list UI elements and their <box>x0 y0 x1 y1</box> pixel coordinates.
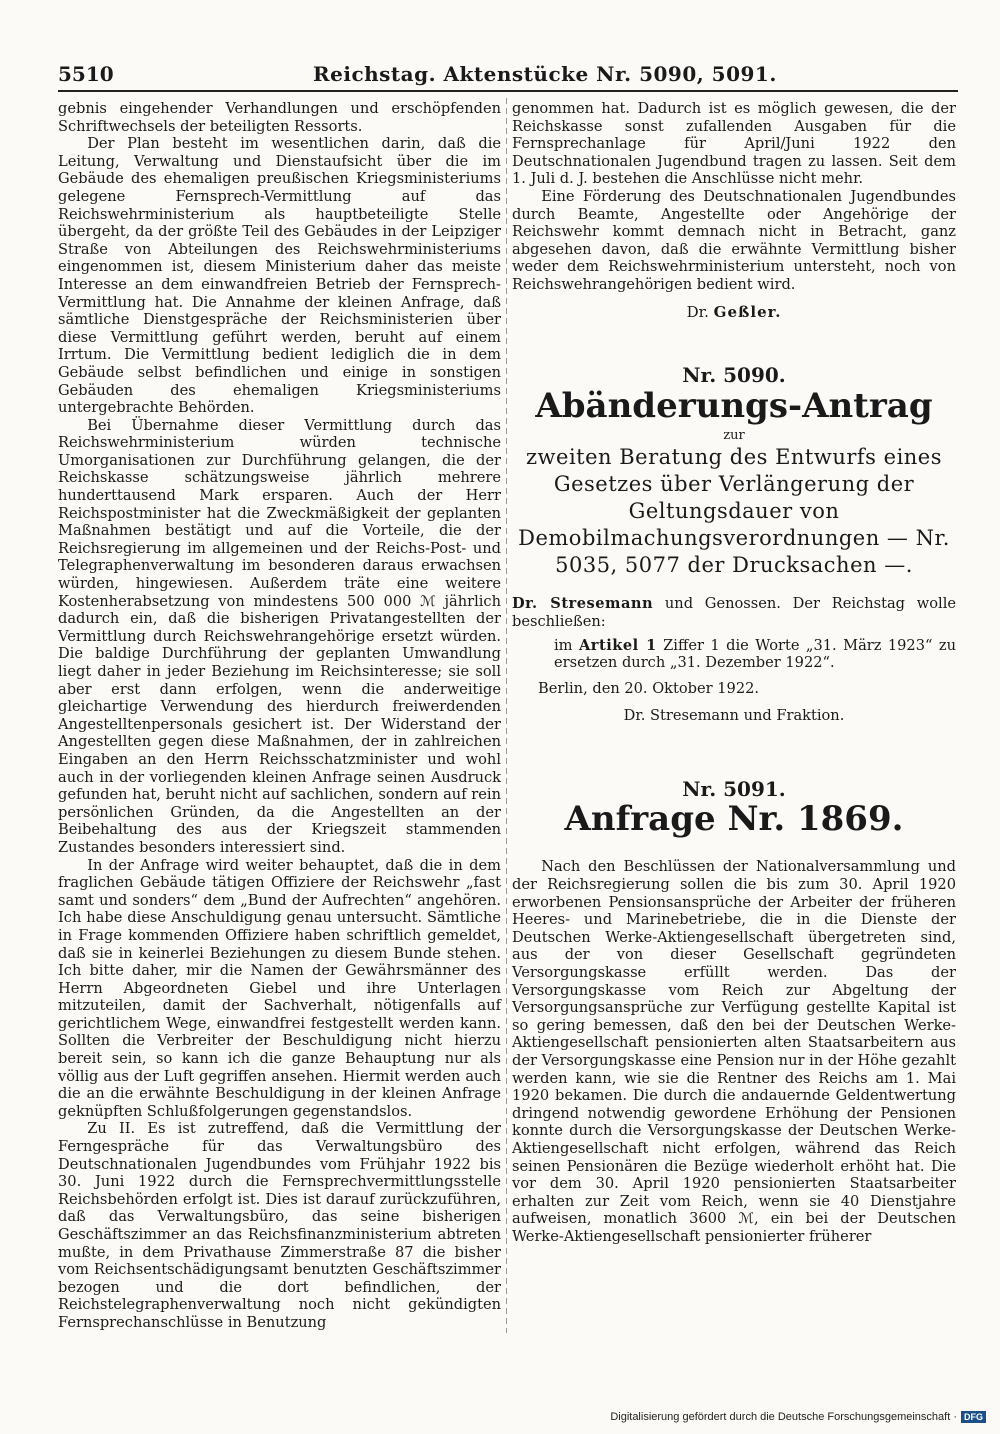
motion-article: Artikel 1 <box>578 636 657 654</box>
motion-text: Ziffer 1 die Worte „31. März 1923“ zu ersetzen durch „31. Dezember 1922“. <box>554 636 956 672</box>
page-header <box>58 62 958 88</box>
right-column <box>512 100 956 1246</box>
signature-prefix: Dr. <box>686 302 709 321</box>
document-title: Abänderungs-Antrag <box>535 385 933 426</box>
place-date: Berlin, den 20. Oktober 1922. <box>538 679 760 697</box>
paragraph: genommen hat. Dadurch ist es möglich gewesen, die der Reichskasse sonst zufallenden Ausgaben für die Fernsprechanlage für April/Juni 1922 den Deutschnationalen Jugendbund tragen zu lassen. Seit dem 1. Juli d. J. bestehen die Anschlüsse nicht mehr. <box>512 100 956 188</box>
document-subtitle: zweiten Beratung des Entwurfs eines Gesetzes über Verlängerung der Geltungsdauer von Demobilmachungsverordnungen — Nr. 5035, 5077 der Drucksachen —. <box>518 445 950 578</box>
motion-signature: Dr. Stresemann und Fraktion. <box>623 707 845 725</box>
motion-prefix: im <box>554 636 573 654</box>
document-number: Nr. 5090. <box>682 363 786 388</box>
motion-intro <box>512 595 956 630</box>
running-title: Reichstag. Aktenstücke Nr. 5090, 5091. <box>313 62 777 86</box>
paragraph: In der Anfrage wird weiter behauptet, daß die in dem fraglichen Gebäude tätigen Offiziere der Reichswehr „fast samt und sonders“ dem „Bund der Aufrechten“ angehören. Ich habe diese Anschuldigung genau untersucht. Sämtliche in Frage kommenden Offiziere haben schriftlich gemeldet, daß sie in keinerlei Beziehungen zu diesem Bunde stehen. Ich bitte daher, mir die Namen der Gewährsmänner des Herrn Abgeordneten Giebel und ihre Unterlagen mitzuteilen, damit der Sachverhalt, nötigenfalls auf gerichtlichem Wege, einwandfrei festgestellt werden kann. Sollten die Verbreiter der Beschuldigung nicht hierzu bereit sein, so kann ich die ganze Behauptung nur als völlig aus der Luft gegriffen ansehen. Hiermit werden auch die an die erwähnte Beschuldigung in der kleinen Anfrage geknüpften Schlußfolgerungen gegenstandslos. <box>58 856 501 1120</box>
document-title: Anfrage Nr. 1869. <box>564 799 904 840</box>
motion-body <box>512 637 956 672</box>
column-divider <box>506 98 507 1333</box>
footer-text: Digitalisierung gefördert durch die Deutsche Forschungsgemeinschaft · <box>610 1411 957 1423</box>
signature <box>512 304 956 322</box>
paragraph: Nach den Beschlüssen der Nationalversammlung und der Reichsregierung sollen die bis zum 30. April 1920 erworbenen Pensionsansprüche der Arbeiter der früheren Heeres- und Marinebetriebe, die in die Dienste der Deutschen Werke-Aktiengesellschaft übergetreten sind, aus der von dieser Gesellschaft gegründeten Versorgungskasse erfüllt werden. Das der Versorgungskasse vom Reich zur Abgeltung der Versorgungsansprüche zur Verfügung gestellte Kapital ist so gering bemessen, daß den bei der Deutschen Werke-Aktiengesellschaft pensionierten alten Staatsarbeitern aus der Versorgungskasse eine Pension nur in der Höhe gezahlt werden kann, wie sie die Rentner des Reichs am 1. Mai 1920 bekamen. Die durch die andauernde Geldentwertung dringend notwendig gewordene Erhöhung der Pensionen konnte durch die Versorgungskasse der Deutschen Werke-Aktiengesellschaft nicht erfolgen, während das Reich seinen Pensionären die Bezüge wiederholt erhöht hat. Die vor dem 30. April 1920 pensionierten Staatsarbeiter erhalten zur Zeit vom Reich, wenn sie 40 Dienstjahre aufweisen, monatlich 3600 ℳ, ein bei der Deutschen Werke-Aktiengesellschaft pensionierter früherer <box>512 858 956 1245</box>
paragraph: Bei Übernahme dieser Vermittlung durch das Reichswehrministerium würden technische Umorganisationen zur Durchführung gelangen, die der Reichskasse schätzungsweise jährlich mehrere hunderttausend Mark ersparen. Auch der Herr Reichspostminister hat die Zweckmäßigkeit der geplanten Maßnahmen bestätigt und auf die Vorteile, die der Reichsregierung im allgemeinen und der Reichs-Post- und Telegraphenverwaltung im besonderen daraus erwachsen würden, hingewiesen. Außerdem träte eine weitere Kostenherabsetzung von mindestens 500 000 ℳ jährlich dadurch ein, daß die bisherigen Privatangestellten der Vermittlung durch Reichswehrangehörige ersetzt würden. Die baldige Durchführung der geplanten Umwandlung liegt daher in jeder Beziehung im Reichsinteresse; sie soll aber erst dann erfolgen, wenn die anderweitige gleichartige Verwendung des hierdurch freiwerdenden Angestelltenpersonals gesichert ist. Der Widerstand der Angestellten gegen diese Maßnahmen, der in zahlreichen Eingaben an den Herrn Reichsschatzminister und wohl auch in der vorliegenden kleinen Anfrage seinen Ausdruck gefunden hat, beruht nicht auf sachlichen, sondern auf rein persönlichen Gründen, da die Angestellten an der Beibehaltung des aus der Kriegszeit stammenden Zustandes besonders interessiert sind. <box>58 416 501 856</box>
left-column <box>58 100 501 1332</box>
signature-name: Geßler. <box>713 302 782 321</box>
paragraph: Zu II. Es ist zutreffend, daß die Vermittlung der Ferngespräche für das Verwaltungsbüro des Deutschnationalen Jugendbundes vom Frühjahr 1922 bis 30. Juni 1922 durch die Fernsprechvermittlungsstelle Reichsbehörden erfolgt ist. Dies ist darauf zurückzuführen, daß das Verwaltungsbüro, das seine bisherigen Geschäftszimmer an das Reichsfinanzministerium abtreten mußte, in dem Privathause Zimmerstraße 87 die bisher vom Reichsentschädigungsamt benutzten Geschäftszimmer bezogen und die dort befindlichen, der Reichstelegraphenverwaltung noch nicht gekündigten Fernsprechanschlüsse in Benutzung <box>58 1120 501 1331</box>
paragraph: gebnis eingehender Verhandlungen und erschöpfenden Schriftwechsels der beteiligten Ressorts. <box>58 100 501 135</box>
motion-author: Dr. Stresemann <box>512 595 654 613</box>
dfg-logo-icon: DFG <box>961 1411 986 1423</box>
paragraph: Eine Förderung des Deutschnationalen Jugendbundes durch Beamte, Angestellte oder Angehörige der Reichswehr kommt demnach nicht in Betracht, ganz abgesehen davon, daß die erwähnte Vermittlung bisher weder dem Reichswehrministerium untersteht, noch von Reichswehrangehörigen bedient wird. <box>512 187 956 293</box>
header-rule <box>58 90 958 92</box>
document-number: Nr. 5091. <box>682 776 786 801</box>
motion-intro-text: und Genossen. Der Reichstag wolle beschließen: <box>512 595 956 630</box>
document-zur: zur <box>723 427 745 443</box>
footer-credit <box>610 1411 986 1423</box>
paragraph: Der Plan besteht im wesentlichen darin, daß die Leitung, Verwaltung und Dienstaufsicht über die im Gebäude des ehemaligen preußischen Kriegsministeriums gelegene Fernsprech-Vermittlung auf das Reichswehrministerium als hauptbeteiligte Stelle übergeht, da der größte Teil des Gebäudes in der Leipziger Straße von Abteilungen des Reichswehrministeriums eingenommen ist, diesem Ministerium daher das meiste Interesse an dem einwandfreien Betrieb der Fernsprech-Vermittlung hat. Die Annahme der kleinen Anfrage, daß sämtliche Dienstgespräche der Reichsministerien über diese Vermittlung geführt werden, beruht auf einem Irrtum. Die Vermittlung bedient lediglich die in dem Gebäude selbst befindlichen und einige in sonstigen Gebäuden des ehemaligen Kriegsministeriums untergebrachte Behörden. <box>58 135 501 417</box>
page-number: 5510 <box>58 62 114 86</box>
